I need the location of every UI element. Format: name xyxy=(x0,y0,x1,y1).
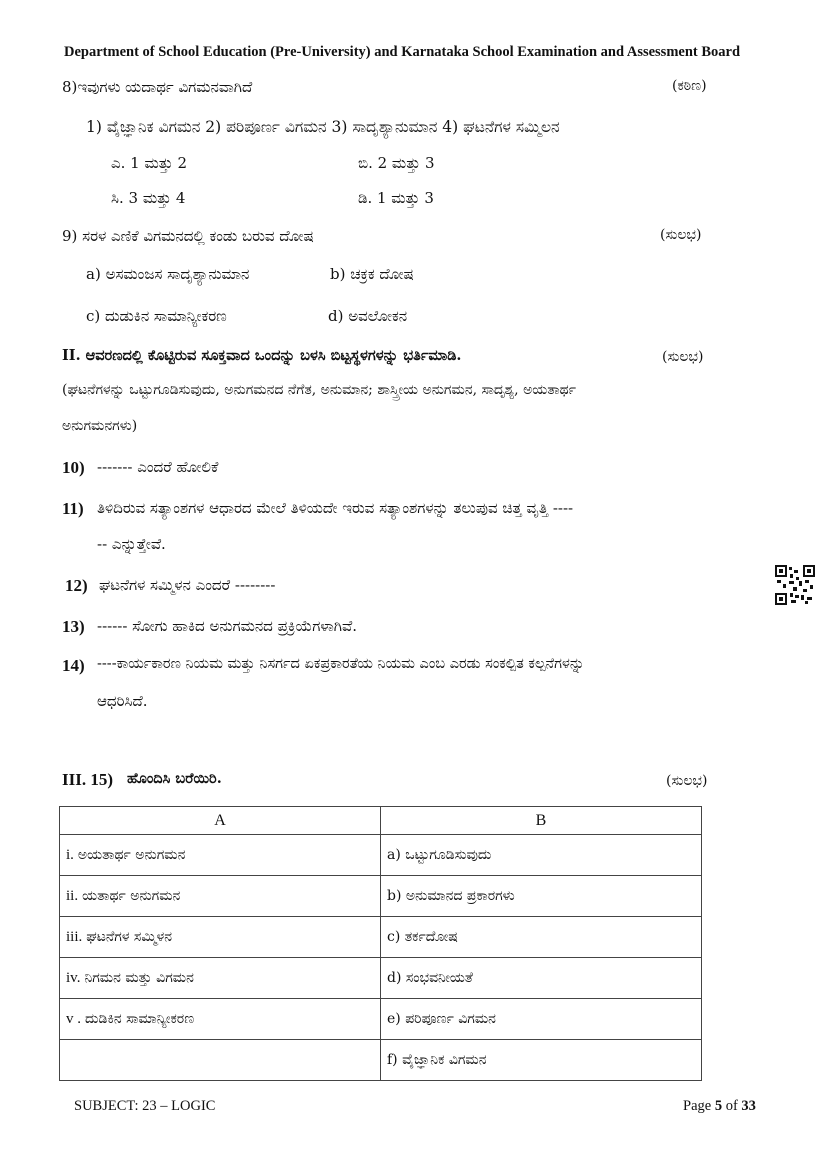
q9-difficulty-tag: (ಸುಲಭ) xyxy=(660,227,702,243)
q10-number: 10) xyxy=(62,458,85,477)
q9-stem: 9) ಸರಳ ಎಣಿಕೆ ವಿಗಮನದಲ್ಲಿ ಕಂಡು ಬರುವ ದೋಷ xyxy=(62,227,314,245)
q12-number: 12) xyxy=(65,576,88,595)
table-row xyxy=(60,917,702,958)
q8-option-c: ಸಿ. 3 ಮತ್ತು 4 xyxy=(111,189,186,207)
q12-text: ಘಟನೆಗಳ ಸಮ್ಮಿಳನ ಎಂದರೆ -------- xyxy=(99,576,276,594)
page-header: Department of School Education (Pre-University) and Karnataka School Examination and Assessment Board xyxy=(64,44,741,60)
page-current: 5 xyxy=(714,1098,723,1114)
q10-text: ------- ಎಂದರೆ ಹೋಲಿಕೆ xyxy=(97,458,219,476)
column-b-cell: f) ವೈಜ್ಞಾನಿಕ ವಿಗಮನ xyxy=(381,1040,702,1081)
section-2-difficulty-tag: (ಸುಲಭ) xyxy=(662,349,704,365)
page-total: 33 xyxy=(741,1098,756,1114)
column-a-text: ಯತಾರ್ಥ ಅನುಗಮನ xyxy=(82,887,181,904)
roman-numeral: ii. xyxy=(66,887,79,904)
column-a-cell xyxy=(60,876,381,917)
column-a-cell xyxy=(60,1040,381,1081)
column-a-text: ದುಡಿಕಿನ ಸಾಮಾನ್ಯೀಕರಣ xyxy=(85,1010,195,1027)
section-3-title: ಹೊಂದಿಸಿ ಬರೆಯಿರಿ. xyxy=(127,770,222,787)
table-row xyxy=(60,958,702,999)
column-a-header: A xyxy=(60,807,381,835)
column-a-cell xyxy=(60,835,381,876)
column-a-text: ಘಟನೆಗಳ ಸಮ್ಮಿಳನ xyxy=(86,928,172,945)
q9-option-c: c) ದುಡುಕಿನ ಸಾಮಾನ್ಯೀಕರಣ xyxy=(86,307,227,325)
q9-option-b: b) ಚಕ್ರಕ ದೋಷ xyxy=(330,265,414,283)
q11-line-2: -- ಎನ್ನುತ್ತೇವೆ. xyxy=(97,535,166,553)
q14-line-2: ಆಧರಿಸಿದೆ. xyxy=(97,692,148,710)
q8-option-b: ಬಿ. 2 ಮತ್ತು 3 xyxy=(358,154,435,172)
roman-numeral: v . xyxy=(66,1010,81,1027)
q13-number: 13) xyxy=(62,617,85,636)
column-a-cell xyxy=(60,958,381,999)
column-a-text: ಅಯತಾರ್ಥ ಅನುಗಮನ xyxy=(77,846,186,863)
footer-subject: SUBJECT: 23 – LOGIC xyxy=(74,1098,216,1114)
q8-stem: 8)ಇವುಗಳು ಯದಾರ್ಥ ವಿಗಮನವಾಗಿದೆ xyxy=(62,78,253,96)
section-2-title: II. ಆವರಣದಲ್ಲಿ ಕೊಟ್ಟಿರುವ ಸೂಕ್ತವಾದ ಒಂದನ್ನು ಬಳಸಿ ಬಿಟ್ಟಸ್ಥಳಗಳನ್ನು ಭರ್ತಿಮಾಡಿ. xyxy=(62,347,462,364)
roman-numeral: i. xyxy=(66,846,74,863)
column-b-cell: e) ಪರಿಪೂರ್ಣ ವಿಗಮನ xyxy=(381,999,702,1040)
match-table xyxy=(59,806,702,1081)
q11-number: 11) xyxy=(62,499,84,518)
q8-option-a: ಎ. 1 ಮತ್ತು 2 xyxy=(111,154,188,172)
table-row xyxy=(60,876,702,917)
q9-option-a: a) ಅಸಮಂಜಸ ಸಾದೃಶ್ಯಾನುಮಾನ xyxy=(86,265,250,283)
column-b-cell: a) ಒಟ್ಟುಗೂಡಿಸುವುದು xyxy=(381,835,702,876)
column-a-text: ನಿಗಮನ ಮತ್ತು ವಿಗಮನ xyxy=(84,969,194,986)
q14-line-1: ----ಕಾರ್ಯಕಾರಣ ನಿಯಮ ಮತ್ತು ನಿಸರ್ಗದ ಏಕಪ್ರಕಾರತೆಯ ನಿಯಮ ಎಂಬ ಎರಡು ಸಂಕಲ್ಪಿತ ಕಲ್ಪನೆಗಳನ್ನು xyxy=(97,656,585,672)
column-b-cell: c) ತರ್ಕದೋಷ xyxy=(381,917,702,958)
section-3-number: III. 15) xyxy=(62,770,114,789)
roman-numeral: iii. xyxy=(66,928,83,945)
table-row xyxy=(60,999,702,1040)
match-table-header xyxy=(60,807,702,835)
section-3-difficulty-tag: (ಸುಲಭ) xyxy=(666,773,708,789)
word-bank-line-1: (ಘಟನೆಗಳನ್ನು ಒಟ್ಟುಗೂಡಿಸುವುದು, ಅನುಗಮನದ ನೆಗೆತ, ಅನುಮಾನ; ಶಾಸ್ತ್ರೀಯ ಅನುಗಮನ, ಸಾದೃಶ್ಯ, ಅಯತಾರ್ಥ xyxy=(62,382,576,398)
word-bank-line-2: ಅನುಗಮನಗಳು) xyxy=(62,418,138,434)
footer-page-number xyxy=(683,1098,756,1115)
page-of-label: of xyxy=(725,1098,738,1114)
column-b-cell: d) ಸಂಭವನೀಯತೆ xyxy=(381,958,702,999)
q8-difficulty-tag: (ಕಠಿಣ) xyxy=(672,78,707,94)
table-row xyxy=(60,1040,702,1081)
column-a-cell xyxy=(60,999,381,1040)
q8-option-d: ಡಿ. 1 ಮತ್ತು 3 xyxy=(358,189,434,207)
roman-numeral: iv. xyxy=(66,969,81,986)
q11-line-1: ತಿಳಿದಿರುವ ಸತ್ಯಾಂಶಗಳ ಆಧಾರದ ಮೇಲೆ ತಿಳಿಯದೇ ಇರುವ ಸತ್ಯಾಂಶಗಳನ್ನು ತಲುಪುವ ಚಿತ್ತ ವೃತ್ತಿ ---- xyxy=(97,499,574,517)
qr-code-icon xyxy=(775,565,815,605)
q8-items: 1) ವೈಜ್ಞಾನಿಕ ವಿಗಮನ 2) ಪರಿಪೂರ್ಣ ವಿಗಮನ 3) ಸಾದೃಶ್ಯಾನುಮಾನ 4) ಘಟನೆಗಳ ಸಮ್ಮಿಲನ xyxy=(86,118,560,136)
q13-text: ------ ಸೋಗು ಹಾಕಿದ ಅನುಗಮನದ ಪ್ರಕ್ರಿಯೆಗಳಾಗಿವೆ. xyxy=(97,617,357,635)
table-row xyxy=(60,835,702,876)
column-b-header: B xyxy=(381,807,702,835)
column-a-cell xyxy=(60,917,381,958)
q14-number: 14) xyxy=(62,656,85,675)
page-label: Page xyxy=(683,1098,712,1114)
q9-option-d: d) ಅವಲೋಕನ xyxy=(328,307,408,325)
column-b-cell: b) ಅನುಮಾನದ ಪ್ರಕಾರಗಳು xyxy=(381,876,702,917)
